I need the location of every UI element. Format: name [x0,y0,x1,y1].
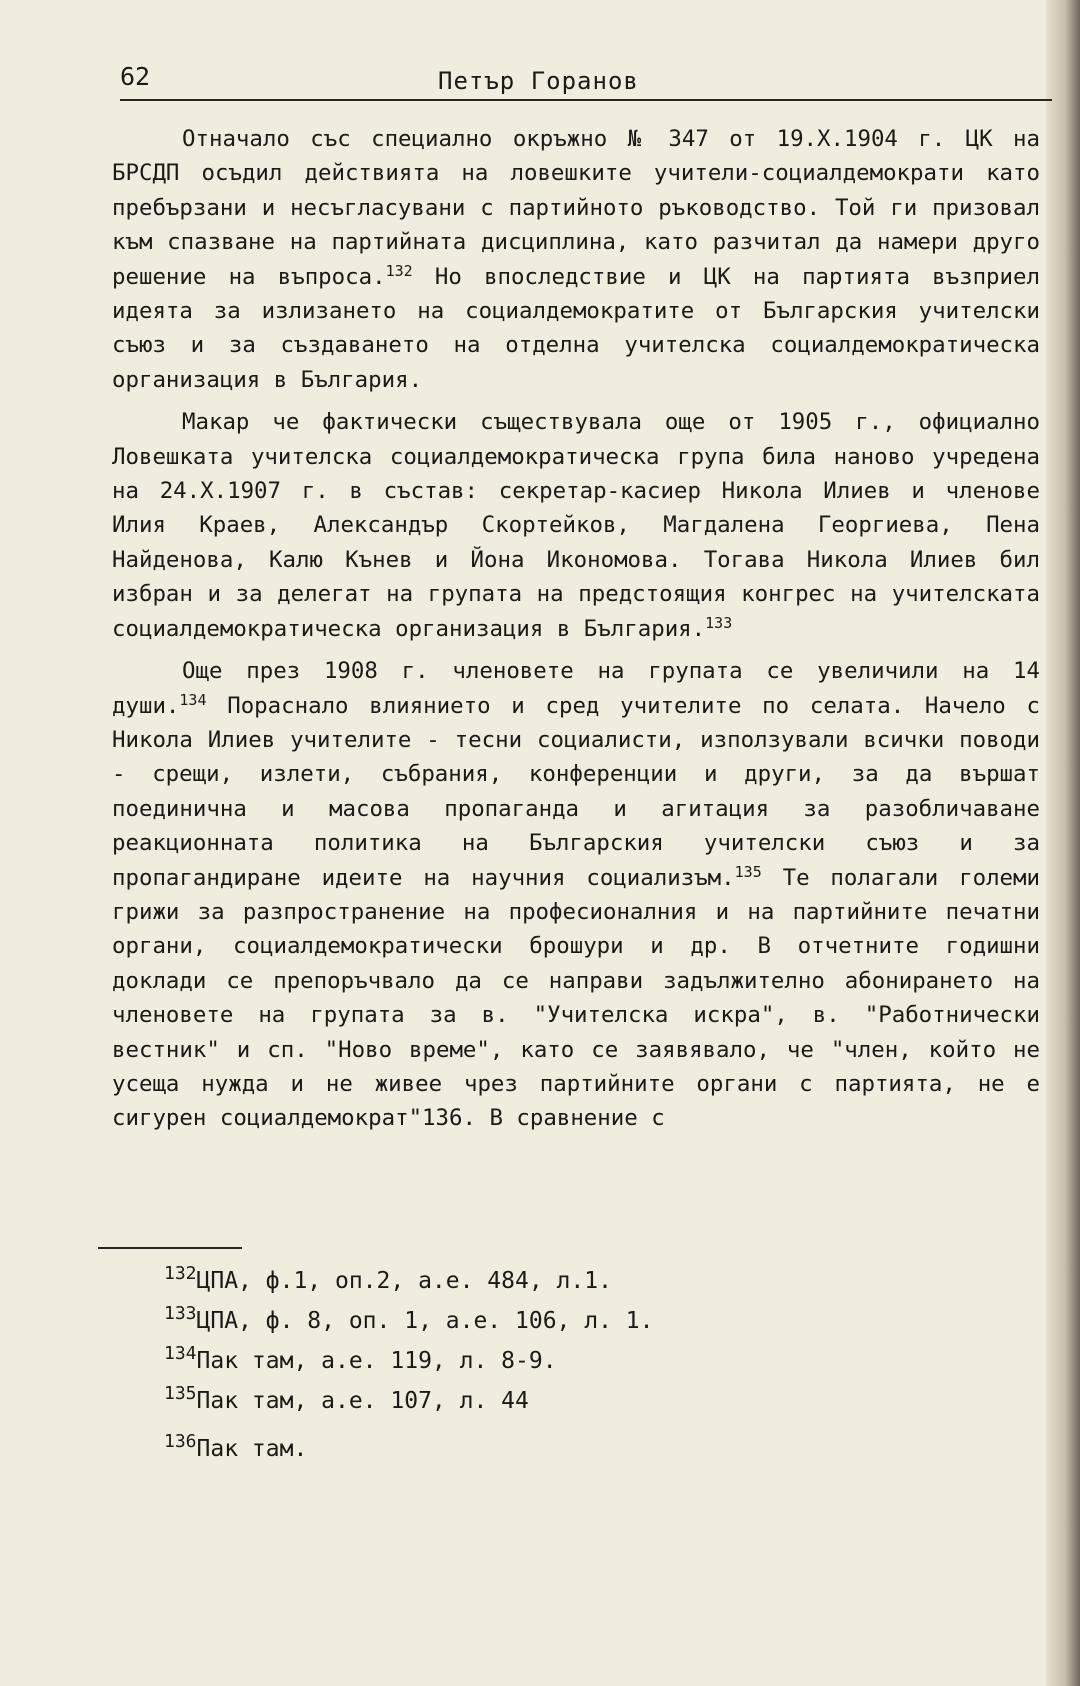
footnote-text: ЦПА, ф. 8, оп. 1, а.е. 106, л. 1. [196,1308,654,1334]
footnote-136 [164,1430,844,1468]
footnote-number: 132 [164,1263,197,1284]
footnote-reference: 135 [734,862,762,881]
footnote-reference: 134 [179,690,207,709]
footnote-number: 136 [164,1431,197,1452]
paragraph-text: Макар че фактически съществувала още от 1905 г., официално Ловешката учителска социалдемократическа група била наново учредена на 24.X.1907 г. в състав: секретар-касиер Никола Илиев и членове Илия Краев, Александър Скортейков, Магдалена Георгиева, Пена Найденова, Калю Кънев и Йона Икономова. Тогава Никола Илиев бил избран и за делегат на групата на предстоящия конгрес на учителската социалдемократическа организация в България. [112,409,1040,642]
footnote-text: Пак там. [196,1436,308,1462]
body-text [112,122,1040,1136]
footnote-number: 134 [164,1343,197,1364]
footnote-reference: 133 [705,613,733,632]
footnote-number: 133 [164,1303,197,1324]
paragraph-text: Те полагали големи грижи за разпространение на професионалния и на партийните печатни органи, социалдемократически брошури и др. В отчетните годишни доклади се препоръчвало да се направи задължително абонирането на членовете на групата за в. "Учителска искра", в. "Работнически вестник" и сп. "Ново време", като се заявявало, че "член, който не усеща нужда и не живее чрез партийните органи с партията, не е сигурен социалдемократ"136. В сравнение с [112,864,1040,1132]
footnote-133 [164,1302,844,1340]
footnote-134 [164,1342,844,1380]
page-number: 62 [120,62,151,91]
footnotes [164,1262,844,1468]
footnote-135 [164,1382,844,1420]
paragraph-text: Пораснало влиянието и сред учителите по селата. Начело с Никола Илиев учителите - тесни социалисти, използували всички поводи - срещи, излети, събрания, конференции и други, за да вършат поединична и масова пропаганда и агитация за разобличаване реакционната политика на Българския учителски съюз и за пропагандиране идеите на научния социализъм. [112,692,1040,891]
running-title: Петър Горанов [438,67,639,95]
footnote-number: 135 [164,1383,197,1404]
paragraph-2 [112,405,1040,646]
paragraph-3 [112,654,1040,1136]
paragraph-1 [112,122,1040,397]
footnote-reference: 132 [385,261,413,280]
paragraph-text: Отначало със специално окръжно № 347 от 19.X.1904 г. ЦК на БРСДП осъдил действията на ловешките учители-социалдемократи като пребързани и несъгласувани с партийното ръководство. Той ги призовал към спазване на партийната дисциплина, като разчитал да намери друго решение на въпроса. [112,126,1040,290]
footnote-text: ЦПА, ф.1, оп.2, а.е. 484, л.1. [196,1268,612,1294]
paragraph-text: Още през 1908 г. членовете на групата се увеличили на 14 души. [112,658,1040,719]
footnote-separator [98,1247,242,1249]
header-rule [120,99,1052,101]
page-binding-edge [1046,0,1080,1686]
paragraph-text: Но впоследствие и ЦК на партията възприел идеята за излизането на социалдемократите от Българския учителски съюз и за създаването на отделна учителска социалдемократическа организация в България. [112,263,1040,393]
footnote-132 [164,1262,844,1300]
footnote-text: Пак там, а.е. 107, л. 44 [196,1388,529,1414]
page-header [120,62,1052,102]
footnote-text: Пак там, а.е. 119, л. 8-9. [196,1348,557,1374]
